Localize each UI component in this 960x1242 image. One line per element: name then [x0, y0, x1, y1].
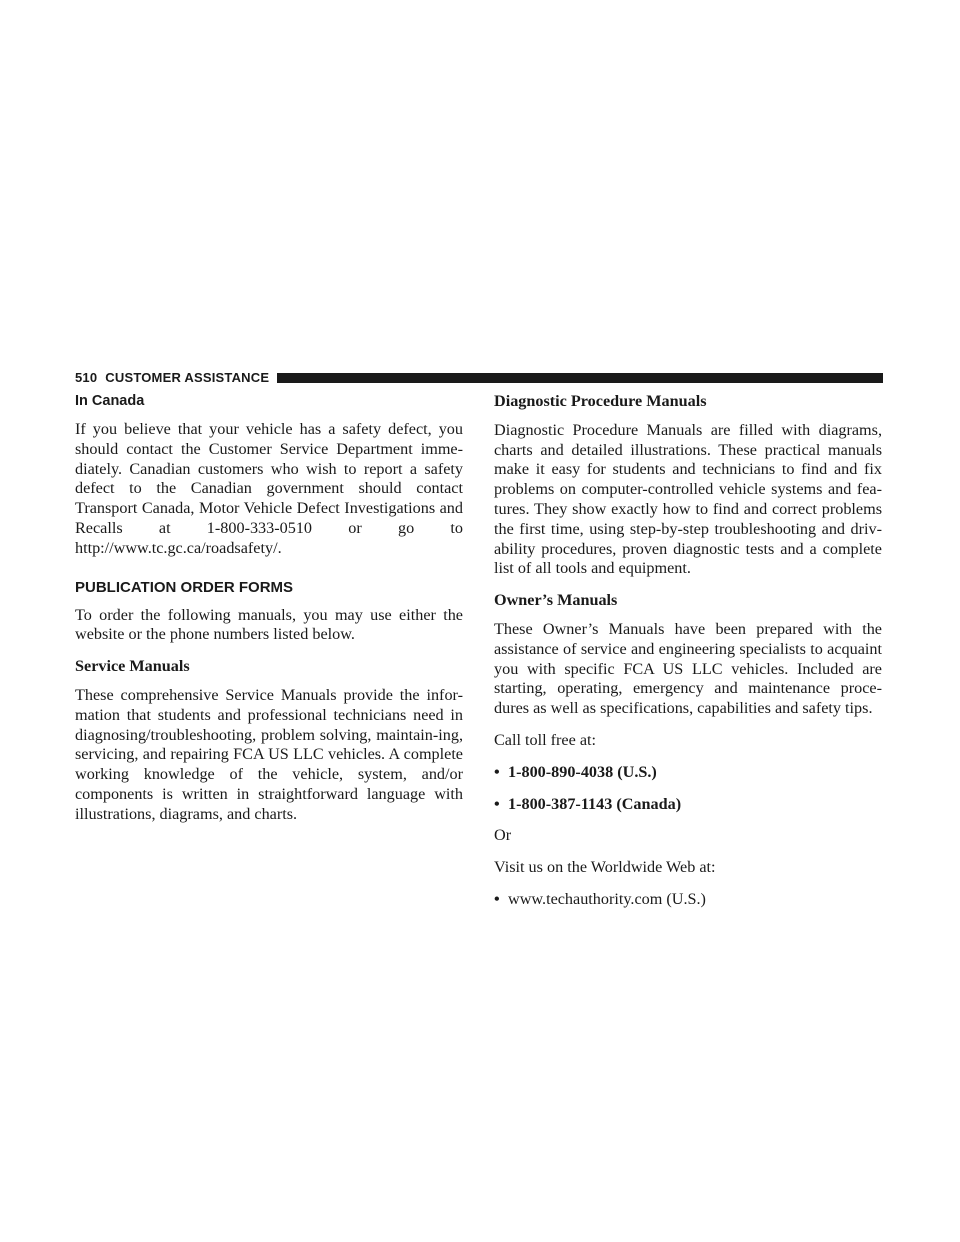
in-canada-heading: In Canada — [75, 393, 145, 409]
phone-number-canada: 1-800-387-1143 (Canada) — [508, 794, 682, 813]
visit-web-text: Visit us on the Worldwide Web at: — [494, 858, 716, 877]
web-address: www.techauthority.com (U.S.) — [508, 889, 706, 908]
call-toll-free-text: Call toll free at: — [494, 730, 597, 749]
page-header — [75, 371, 883, 385]
web-item — [494, 890, 882, 910]
owners-manuals-paragraph: These Owner’s Manuals have been prepared with the assistance of service and engineering specialists to acquaint you with specific FCA US LLC vehicles. Included are starting, operating, emergency and maintenance proce-dures as well as specifications, capabilities and safety tips. — [494, 619, 882, 718]
service-manuals-paragraph: These comprehensive Service Manuals provide the infor-mation that students and professional technicians need in diagnosing/troubleshooting, problem solving, maintain-ing, servicing, and repairing FCA US LLC vehicles. A complete working knowledge of the vehicle, system, and/or components is written in straightforward language with illustrations, diagrams, and charts. — [75, 685, 463, 823]
owners-manuals-heading: Owner’s Manuals — [494, 591, 618, 610]
publication-order-paragraph: To order the following manuals, you may use either the website or the phone numbers listed below. — [75, 605, 463, 644]
phone-item-canada — [494, 795, 882, 815]
phone-item-us — [494, 763, 882, 783]
diagnostic-manuals-heading: Diagnostic Procedure Manuals — [494, 392, 707, 410]
right-column — [494, 392, 882, 922]
header-rule — [277, 373, 883, 383]
bullet-icon: • — [494, 794, 500, 813]
phone-number-us: 1-800-890-4038 (U.S.) — [508, 762, 657, 781]
publication-order-forms-heading: PUBLICATION ORDER FORMS — [75, 578, 294, 596]
left-column — [75, 392, 463, 837]
bullet-icon: • — [494, 762, 500, 781]
diagnostic-manuals-paragraph: Diagnostic Procedure Manuals are filled with diagrams, charts and detailed illustrations. These practical manuals make it easy for students and technicians to find and fix problems on computer-controlled vehicle systems and fea-tures. They show exactly how to find and correct problems the first time, using step-by-step troubleshooting and driv-ability procedures, proven diagnostic tests and a complete list of all tools and equipment. — [494, 420, 882, 578]
page-number: 510 — [75, 370, 98, 385]
or-text: Or — [494, 826, 512, 845]
in-canada-paragraph: If you believe that your vehicle has a safety defect, you should contact the Customer Service Department imme-diately. Canadian customers who wish to report a safety defect to the Canadian government should contact Transport Canada, Motor Vehicle Defect Investigations and Recalls at 1-800-333-0510 or go to http://www.tc.gc.ca/roadsafety/. — [75, 420, 463, 557]
bullet-icon: • — [494, 889, 500, 908]
section-title: CUSTOMER ASSISTANCE — [105, 370, 270, 385]
service-manuals-heading: Service Manuals — [75, 657, 190, 676]
